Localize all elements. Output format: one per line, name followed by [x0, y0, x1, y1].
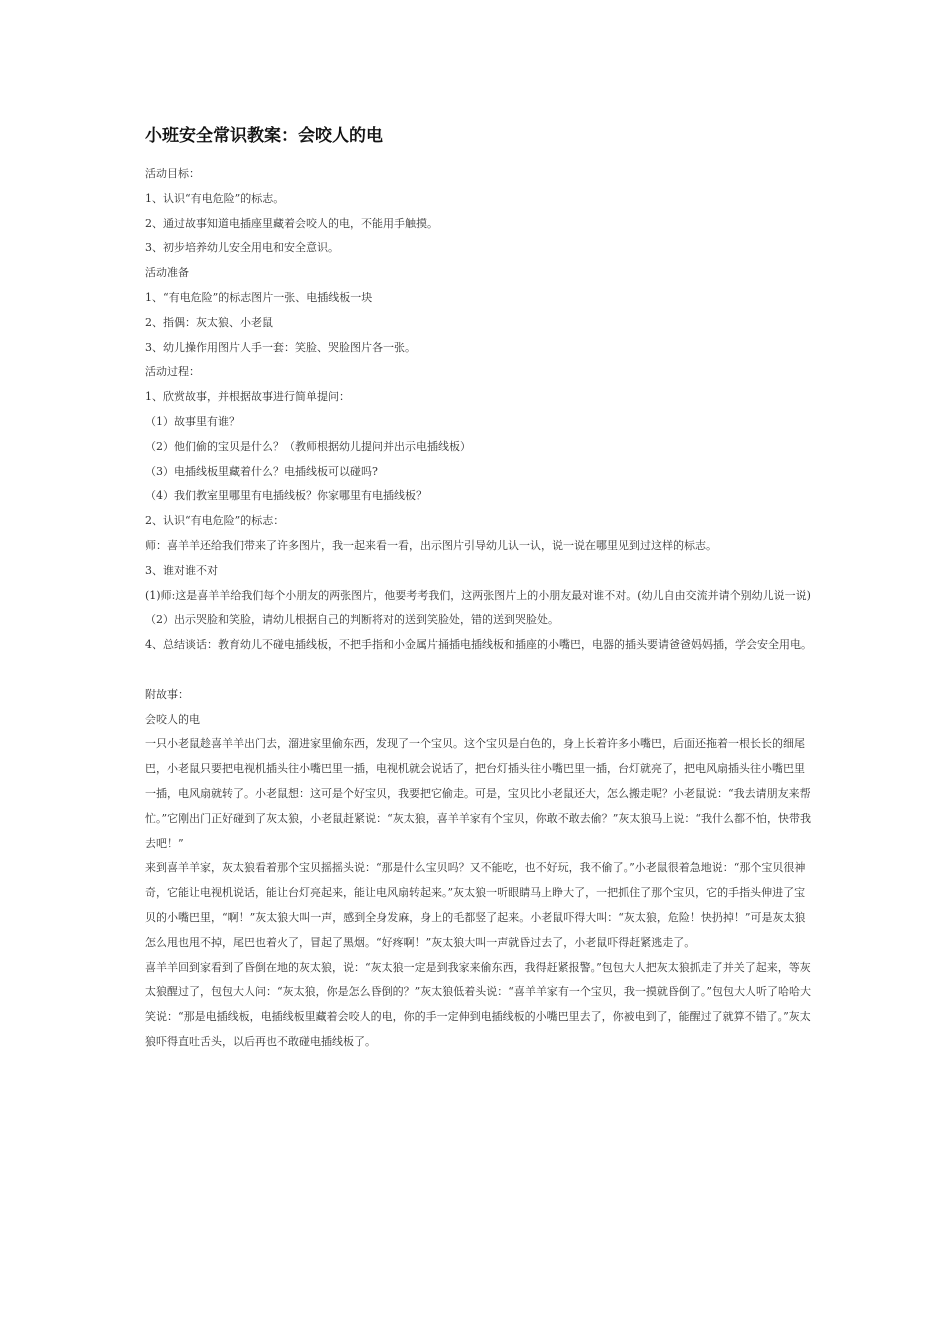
paragraph: 1、欣赏故事，并根据故事进行简单提问：	[145, 390, 350, 404]
spacer	[145, 658, 813, 683]
paragraph: （1）故事里有谁？	[145, 414, 240, 428]
paragraph: 2、通过故事知道电插座里藏着会咬人的电，不能用手触摸。	[145, 216, 438, 230]
paragraph: （3）电插线板里藏着什么？电插线板可以碰吗?	[145, 464, 378, 478]
paragraph: 1、“有电危险”的标志图片一张、电插线板一块	[145, 290, 373, 304]
story-title: 会咬人的电	[145, 712, 200, 726]
paragraph: 师：喜羊羊还给我们带来了许多图片，我一起来看一看，出示图片引导幼儿认一认，说一说在哪里见到过这样的标志。	[145, 538, 717, 552]
story-paragraph: 一只小老鼠趁喜羊羊出门去，溜进家里偷东西，发现了一个宝贝。这个宝贝是白色的，身上长着许多小嘴巴，后面还拖着一根长长的细尾巴，小老鼠只要把电视机插头往小嘴巴里一插，电视机就会说话了，把台灯插头往小嘴巴里一插，台灯就亮了，把电风扇插头往小嘴巴里一插，电风扇就转了。小老鼠想：这可是个好宝贝，我要把它偷走。可是，宝贝比小老鼠还大，怎么搬走呢？小老鼠说：“我去请朋友来帮忙。”它刚出门正好碰到了灰太狼，小老鼠赶紧说：“灰太狼，喜羊羊家有个宝贝，你敢不敢去偷？”灰太狼马上说：“我什么都不怕，快带我去吧！”	[145, 737, 811, 850]
paragraph: 4、总结谈话：教育幼儿不碰电插线板，不把手指和小金属片捅插电插线板和插座的小嘴巴，电器的插头要请爸爸妈妈插，学会安全用电。	[145, 638, 812, 652]
page-title: 小班安全常识教案：会咬人的电	[145, 126, 383, 146]
paragraph: 3、谁对谁不对	[145, 563, 218, 577]
paragraph: （4）我们教室里哪里有电插线板？你家哪里有电插线板？	[145, 489, 427, 503]
paragraph: 2、认识“有电危险”的标志：	[145, 514, 285, 528]
story-paragraph: 喜羊羊回到家看到了昏倒在地的灰太狼，说：“灰太狼一定是到我家来偷东西，我得赶紧报警。”包包大人把灰太狼抓走了并关了起来，等灰太狼醒过了，包包大人问：“灰太狼，你是怎么昏倒的？”灰太狼低着头说：“喜羊羊家有一个宝贝，我一摸就昏倒了。”包包大人听了哈哈大笑说：“那是电插线板，电插线板里藏着会咬人的电，你的手一定伸到电插线板的小嘴巴里去了，你被电到了，能醒过了就算不错了。”灰太狼吓得直吐舌头，以后再也不敢碰电插线板了。	[145, 960, 811, 1048]
paragraph: 2、指偶：灰太狼、小老鼠	[145, 315, 273, 329]
paragraph: 3、幼儿操作用图片人手一套：笑脸、哭脸图片各一张。	[145, 340, 416, 354]
document-body	[145, 124, 813, 1055]
paragraph: （2）他们偷的宝贝是什么？（教师根据幼儿提问并出示电插线板）	[145, 439, 471, 453]
paragraph: 3、初步培养幼儿安全用电和安全意识。	[145, 241, 339, 255]
paragraph: 活动过程：	[145, 365, 200, 379]
story-label: 附故事：	[145, 687, 189, 701]
story-paragraph: 来到喜羊羊家，灰太狼看着那个宝贝摇摇头说：“那是什么宝贝吗？又不能吃，也不好玩，我不偷了。”小老鼠很着急地说：“那个宝贝很神奇，它能让电视机说话，能让台灯亮起来，能让电风扇转起来。”灰太狼一听眼睛马上睁大了，一把抓住了那个宝贝，它的手指头伸进了宝贝的小嘴巴里，“啊！”灰太狼大叫一声，感到全身发麻，身上的毛都竖了起来。小老鼠吓得大叫：“灰太狼，危险！快扔掉！”可是灰太狼怎么甩也甩不掉，尾巴也着火了，冒起了黑烟。“好疼啊！”灰太狼大叫一声就昏过去了，小老鼠吓得赶紧逃走了。	[145, 861, 806, 949]
paragraph: 1、认识“有电危险”的标志。	[145, 191, 285, 205]
paragraph: 活动目标：	[145, 167, 200, 180]
paragraph: （2）出示哭脸和笑脸，请幼儿根据自己的判断将对的送到笑脸处，错的送到哭脸处。	[145, 613, 559, 627]
paragraph: (1)师:这是喜羊羊给我们每个小朋友的两张图片，他要考考我们，这两张图片上的小朋友最对谁不对。(幼儿自由交流并请个别幼儿说一说)	[145, 588, 811, 602]
paragraph: 活动准备	[145, 266, 189, 280]
